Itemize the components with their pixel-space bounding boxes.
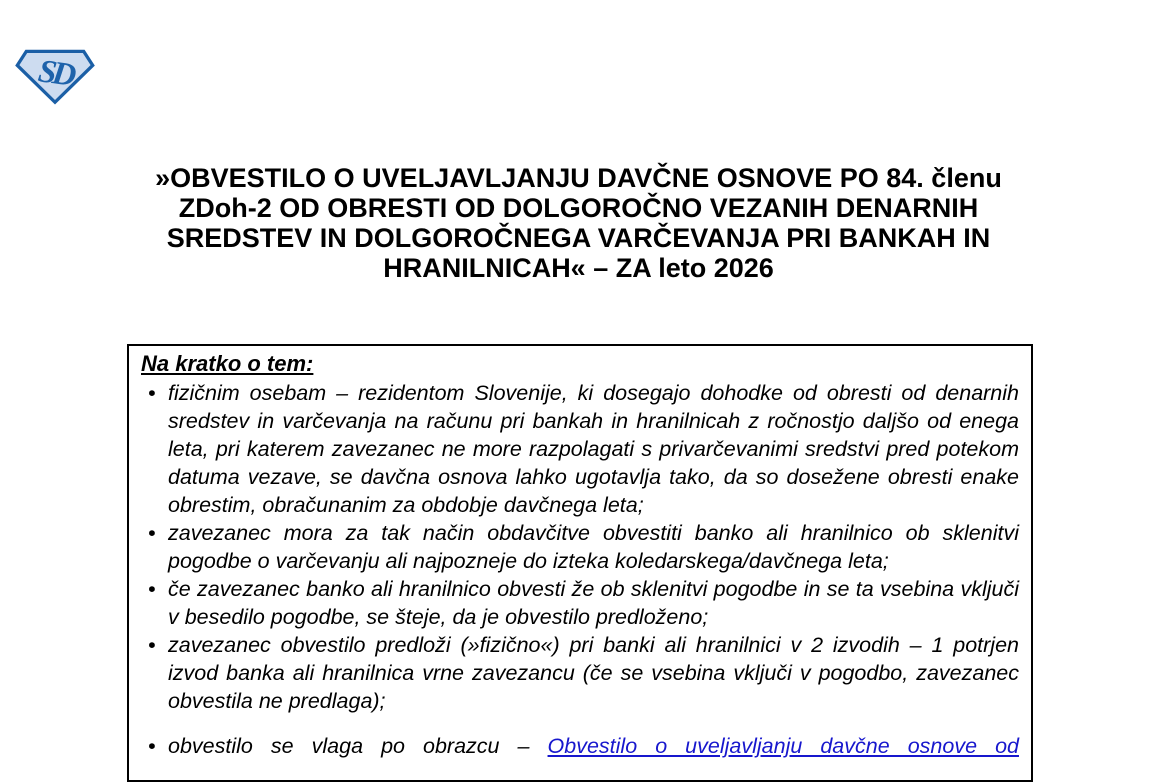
summary-box-heading: Na kratko o tem: <box>141 351 314 376</box>
logo-letters: SD <box>36 53 75 94</box>
bullet-item-with-link <box>141 732 1019 760</box>
bullet-item: • zavezanec obvestilo predloži (»fizično«) pri banki ali hranilnici v 2 izvodih – 1 potrjen izvod banka ali hranilnica vrne zavezancu (če se vsebina vključi v pogodbo, zavezanec obvestila ne predlaga); <box>141 631 1019 715</box>
org-logo <box>14 47 96 105</box>
bullet-item: • zavezanec mora za tak način obdavčitve obvestiti banko ali hranilnico ob sklenitvi pogodbe o varčevanju ali najpozneje do izteka koledarskega/davčnega leta; <box>141 519 1019 575</box>
document-title-line: SREDSTEV IN DOLGOROČNEGA VARČEVANJA PRI BANKAH IN <box>166 223 991 253</box>
shield-sd-icon <box>14 47 96 105</box>
bullet-link-prefix: obvestilo se vlaga po obrazcu – <box>168 734 548 758</box>
form-link[interactable]: Obvestilo o uveljavljanju davčne osnove od <box>547 734 1019 758</box>
bullet-item: • če zavezanec banko ali hranilnico obvesti že ob sklenitvi pogodbe in se ta vsebina vključi v besedilo pogodbe, se šteje, da je obvestilo predloženo; <box>141 575 1019 631</box>
document-title-line: HRANILNICAH« – ZA leto 2026 <box>383 253 774 283</box>
document-title <box>0 163 1157 283</box>
document-title-line: »OBVESTILO O UVELJAVLJANJU DAVČNE OSNOVE PO 84. členu <box>155 163 1002 193</box>
summary-bullet-list <box>141 379 1019 760</box>
bullet-item: • fizičnim osebam – rezidentom Slovenije, ki dosegajo dohodke od obresti od denarnih sredstev in varčevanja na računu pri bankah in hranilnicah z ročnostjo daljšo od enega leta, pri katerem zavezanec ne more razpolagati s privarčevanimi sredstvi pred potekom datuma vezave, se davčna osnova lahko ugotavlja tako, da so dosežene obresti enake obrestim, obračunanim za obdobje davčnega leta; <box>141 379 1019 519</box>
summary-box <box>127 344 1033 782</box>
document-title-line: ZDoh-2 OD OBRESTI OD DOLGOROČNO VEZANIH DENARNIH <box>178 193 979 223</box>
